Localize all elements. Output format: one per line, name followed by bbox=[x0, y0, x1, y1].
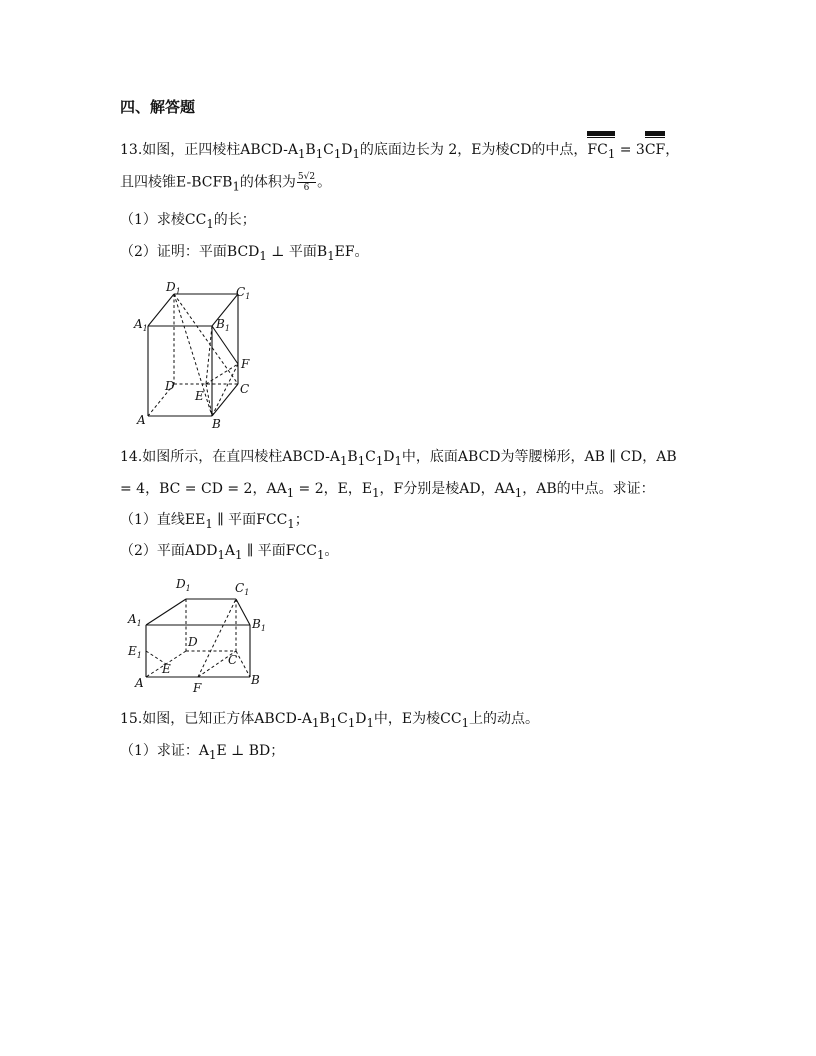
q13-line2: 且四棱锥$E-BCFB_1$的体积为 $\frac{5√2}{6}$ 。 bbox=[120, 172, 332, 194]
edge-c1b1 bbox=[236, 599, 250, 625]
label-b: B bbox=[212, 417, 221, 428]
section-title: 四、解答题 bbox=[120, 98, 196, 116]
label-b: B bbox=[251, 673, 260, 687]
volume-fraction: $\frac{5√2}{6}$ bbox=[297, 172, 316, 193]
label-b1: $B_1$ bbox=[252, 617, 266, 633]
label-d1: $D_1$ bbox=[166, 280, 181, 296]
hidden-d1c bbox=[174, 294, 238, 384]
hidden-cb bbox=[236, 651, 250, 677]
q14-part1: （1）直线$EE_1$ ∥ 平面$FCC_1$； bbox=[120, 512, 309, 531]
q15-line1: 15.如图，已知正方体ABCD-$A_1B_1C_1D_1$中，E为棱$CC_1$上的动点。 bbox=[120, 711, 539, 730]
label-d: D bbox=[188, 635, 198, 649]
label-a1: $A_1$ bbox=[134, 317, 148, 333]
label-e: E bbox=[162, 662, 171, 676]
label-b1: $B_1$ bbox=[216, 317, 230, 333]
hidden-b1e bbox=[206, 326, 212, 384]
label-f: F bbox=[193, 681, 202, 695]
vector-fc1: $FC_1$ bbox=[587, 140, 615, 164]
edge-a1d1 bbox=[148, 294, 174, 326]
label-c1: $C_1$ bbox=[235, 581, 250, 597]
q13-part2: （2）证明：平面$BCD_1$ ⊥ 平面$B_1EF$。 bbox=[120, 244, 369, 263]
edge-bc bbox=[212, 384, 238, 416]
label-a: A bbox=[135, 676, 144, 690]
q13-prism-figure bbox=[128, 278, 258, 428]
label-c: C bbox=[228, 653, 238, 667]
label-f: F bbox=[241, 357, 250, 371]
hidden-d1b bbox=[174, 294, 212, 416]
q14-line2: = 4，BC = CD = 2，$AA_1 = 2$，E，$E_1$，F分别是棱AD，$AA_1$，AB的中点。求证： bbox=[120, 481, 655, 500]
label-e1: $E_1$ bbox=[128, 644, 142, 660]
label-d1: $D_1$ bbox=[176, 577, 191, 593]
q14-part2: （2）平面$ADD_1A_1$ ∥ 平面$FCC_1$。 bbox=[120, 543, 339, 562]
q14-line1: 14.如图所示，在直四棱柱ABCD-$A_1B_1C_1D_1$中，底面ABCD为等腰梯形，AB ∥ CD，AB bbox=[120, 449, 677, 468]
q13-part1: （1）求棱$CC_1$的长； bbox=[120, 212, 256, 231]
q14-prism-figure bbox=[124, 573, 274, 697]
q13-line1: 13.如图，正四棱柱ABCD-$A_1B_1C_1D_1$的底面边长为 2，E为棱CD的中点， $FC_1 = 3$ CF， bbox=[120, 140, 679, 164]
vector-cf: CF bbox=[645, 140, 665, 160]
q15-part1: （1）求证：$A_1E$ ⊥ BD； bbox=[120, 743, 285, 762]
label-c: C bbox=[240, 382, 250, 396]
label-a: A bbox=[137, 413, 146, 427]
label-d: D bbox=[165, 379, 175, 393]
label-c1: $C_1$ bbox=[236, 285, 251, 301]
edge-a1d1 bbox=[146, 599, 186, 625]
label-a1: $A_1$ bbox=[128, 612, 142, 628]
label-e: E bbox=[195, 389, 204, 403]
